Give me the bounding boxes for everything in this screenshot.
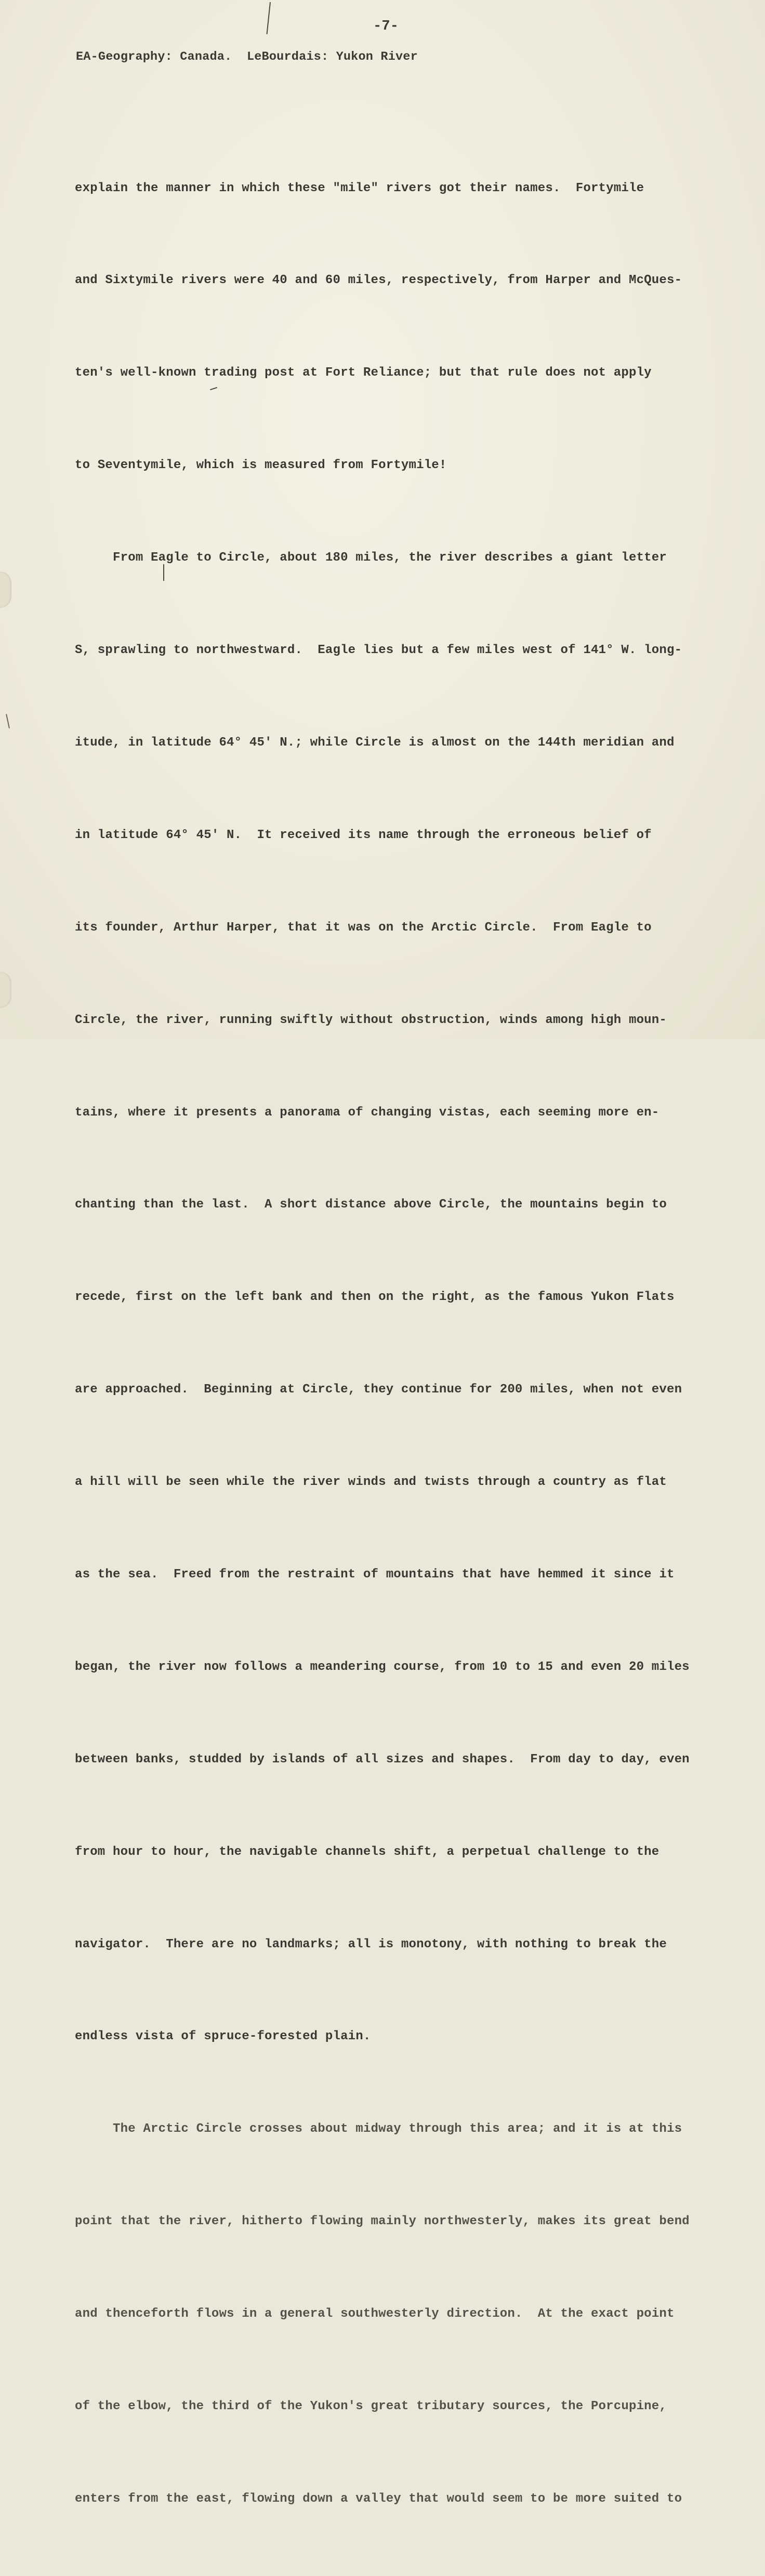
text-line: tains, where it presents a panorama of changing vistas, each seeming more en- (75, 1105, 660, 1120)
body-text (75, 111, 690, 2576)
page-number: -7- (373, 19, 399, 34)
text-line: are approached. Beginning at Circle, they continue for 200 miles, when not even (75, 1383, 682, 1397)
text-line: point that the river, hitherto flowing mainly northwesterly, makes its great bend (75, 2214, 690, 2229)
text-line: navigator. There are no landmarks; all is monotony, with nothing to break the (75, 1937, 667, 1951)
text-line: chanting than the last. A short distance above Circle, the mountains begin to (75, 1198, 667, 1212)
text-line: began, the river now follows a meandering course, from 10 to 15 and even 20 miles (75, 1659, 690, 1674)
text-line: itude, in latitude 64° 45' N.; while Circle is almost on the 144th meridian and (75, 735, 675, 750)
text-line: explain the manner in which these "mile" rivers got their names. Fortymile (75, 181, 644, 195)
running-head: EA-Geography: Canada. LeBourdais: Yukon River (76, 50, 418, 64)
text-line: and Sixtymile rivers were 40 and 60 miles, respectively, from Harper and McQues- (75, 273, 682, 288)
text-line: its founder, Arthur Harper, that it was on the Arctic Circle. From Eagle to (75, 920, 652, 935)
pen-mark (267, 2, 271, 34)
text-line: From Eagle to Circle, about 180 miles, the river describes a giant letter (75, 551, 667, 565)
punch-hole (0, 972, 11, 1008)
text-line: from hour to hour, the navigable channels shift, a perpetual challenge to the (75, 1844, 660, 1859)
text-line: Circle, the river, running swiftly without obstruction, winds among high moun- (75, 1013, 667, 1027)
text-line: endless vista of spruce-forested plain. (75, 2029, 371, 2044)
text-line: recede, first on the left bank and then on the right, as the famous Yukon Flats (75, 1290, 675, 1305)
text-line: ten's well-known trading post at Fort Reliance; but that rule does not apply (75, 366, 652, 380)
margin-mark (6, 714, 10, 728)
text-line: of the elbow, the third of the Yukon's great tributary sources, the Porcupine, (75, 2399, 667, 2413)
text-line: between banks, studded by islands of all sizes and shapes. From day to day, even (75, 1752, 690, 1767)
text-line: as the sea. Freed from the restraint of mountains that have hemmed it since it (75, 1567, 675, 1582)
text-line: The Arctic Circle crosses about midway through this area; and it is at this (75, 2122, 682, 2136)
text-line: enters from the east, flowing down a valley that would seem to be more suited to (75, 2491, 682, 2506)
text-line: and thenceforth flows in a general southwesterly direction. At the exact point (75, 2307, 675, 2321)
text-line: in latitude 64° 45' N. It received its name through the erroneous belief of (75, 828, 652, 842)
text-line: to Seventymile, which is measured from Fortymile! (75, 458, 447, 473)
punch-hole (0, 572, 11, 608)
text-line: S, sprawling to northwestward. Eagle lies but a few miles west of 141° W. long- (75, 643, 682, 658)
text-line: a hill will be seen while the river winds and twists through a country as flat (75, 1475, 667, 1490)
